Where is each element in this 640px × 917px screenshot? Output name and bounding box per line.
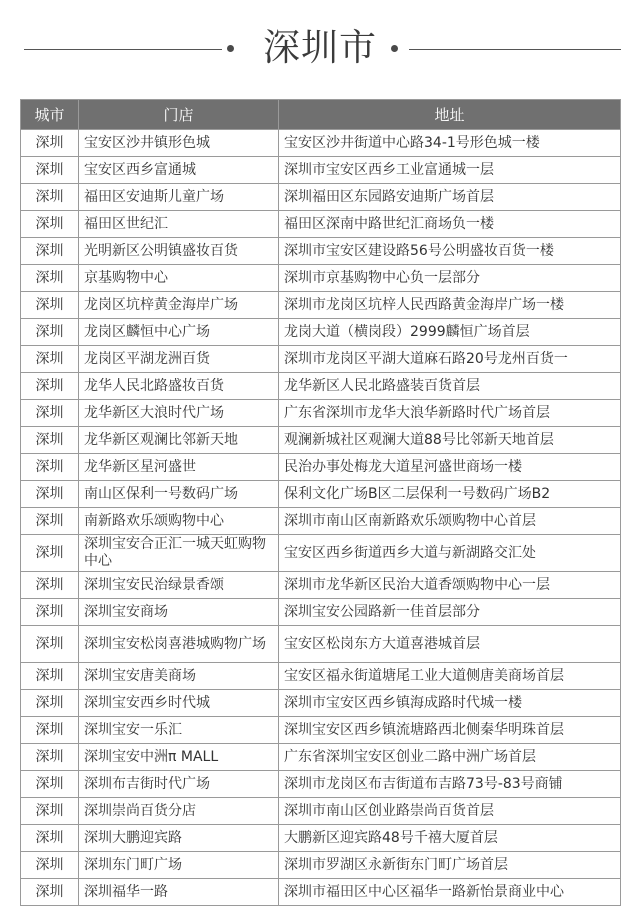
city-cell: 深圳 xyxy=(21,427,79,454)
table-row xyxy=(21,265,621,292)
header-store: 门店 xyxy=(79,100,279,130)
header-address: 地址 xyxy=(279,100,621,130)
address-cell: 深圳宝安公园路新一佳首层部分 xyxy=(279,599,621,626)
page-header xyxy=(0,0,640,96)
city-cell: 深圳 xyxy=(21,184,79,211)
store-cell: 深圳宝安唐美商场 xyxy=(79,663,279,690)
store-cell: 龙华新区大浪时代广场 xyxy=(79,400,279,427)
store-cell: 深圳宝安中洲π MALL xyxy=(79,744,279,771)
city-cell: 深圳 xyxy=(21,481,79,508)
table-row xyxy=(21,373,621,400)
address-cell: 深圳市宝安区西乡镇海成路时代城一楼 xyxy=(279,690,621,717)
store-cell: 龙华新区观澜比邻新天地 xyxy=(79,427,279,454)
city-cell: 深圳 xyxy=(21,663,79,690)
address-cell: 宝安区西乡街道西乡大道与新湖路交汇处 xyxy=(279,535,621,572)
address-cell: 广东省深圳宝安区创业二路中洲广场首层 xyxy=(279,744,621,771)
store-cell: 深圳布吉街时代广场 xyxy=(79,771,279,798)
address-cell: 观澜新城社区观澜大道88号比邻新天地首层 xyxy=(279,427,621,454)
address-cell: 龙岗大道（横岗段）2999麟恒广场首层 xyxy=(279,319,621,346)
city-cell: 深圳 xyxy=(21,690,79,717)
city-cell: 深圳 xyxy=(21,157,79,184)
table-row xyxy=(21,130,621,157)
store-cell: 深圳宝安商场 xyxy=(79,599,279,626)
page-title: 深圳市 xyxy=(263,26,377,69)
store-cell: 深圳福华一路 xyxy=(79,879,279,906)
address-cell: 深圳市龙岗区坑梓人民西路黄金海岸广场一楼 xyxy=(279,292,621,319)
store-cell: 南新路欢乐颂购物中心 xyxy=(79,508,279,535)
table-row xyxy=(21,626,621,663)
address-cell: 深圳宝安区西乡镇流塘路西北侧秦华明珠首层 xyxy=(279,717,621,744)
table-row xyxy=(21,427,621,454)
store-cell: 深圳宝安民治绿景香颂 xyxy=(79,572,279,599)
table-row xyxy=(21,879,621,906)
city-cell: 深圳 xyxy=(21,265,79,292)
address-cell: 大鹏新区迎宾路48号千禧大厦首层 xyxy=(279,825,621,852)
city-cell: 深圳 xyxy=(21,572,79,599)
table-row xyxy=(21,481,621,508)
address-cell: 深圳市福田区中心区福华一路新怡景商业中心 xyxy=(279,879,621,906)
store-cell: 福田区世纪汇 xyxy=(79,211,279,238)
store-cell: 福田区安迪斯儿童广场 xyxy=(79,184,279,211)
table-row xyxy=(21,211,621,238)
table-row xyxy=(21,184,621,211)
title-dot-left xyxy=(227,45,234,52)
address-cell: 民治办事处梅龙大道星河盛世商场一楼 xyxy=(279,454,621,481)
city-cell: 深圳 xyxy=(21,238,79,265)
table-row xyxy=(21,572,621,599)
store-cell: 龙华新区星河盛世 xyxy=(79,454,279,481)
title-rule-left xyxy=(24,49,222,50)
table-row xyxy=(21,599,621,626)
table-row xyxy=(21,798,621,825)
store-cell: 光明新区公明镇盛妆百货 xyxy=(79,238,279,265)
store-cell: 宝安区西乡富通城 xyxy=(79,157,279,184)
address-cell: 深圳市南山区南新路欢乐颂购物中心首层 xyxy=(279,508,621,535)
table-row xyxy=(21,744,621,771)
city-cell: 深圳 xyxy=(21,744,79,771)
table-row xyxy=(21,319,621,346)
header-city: 城市 xyxy=(21,100,79,130)
address-cell: 宝安区福永街道塘尾工业大道侧唐美商场首层 xyxy=(279,663,621,690)
title-dot-right xyxy=(391,45,398,52)
city-cell: 深圳 xyxy=(21,130,79,157)
table-row xyxy=(21,400,621,427)
address-cell: 宝安区松岗东方大道喜港城首层 xyxy=(279,626,621,663)
store-cell: 龙岗区平湖龙洲百货 xyxy=(79,346,279,373)
city-cell: 深圳 xyxy=(21,879,79,906)
address-cell: 深圳市南山区创业路崇尚百货首层 xyxy=(279,798,621,825)
store-cell: 深圳宝安一乐汇 xyxy=(79,717,279,744)
table-row xyxy=(21,690,621,717)
city-cell: 深圳 xyxy=(21,373,79,400)
table-row xyxy=(21,238,621,265)
store-cell: 深圳崇尚百货分店 xyxy=(79,798,279,825)
city-cell: 深圳 xyxy=(21,211,79,238)
city-cell: 深圳 xyxy=(21,852,79,879)
title-rule-right xyxy=(409,49,621,50)
address-cell: 深圳市罗湖区永新街东门町广场首层 xyxy=(279,852,621,879)
address-cell: 宝安区沙井街道中心路34-1号形色城一楼 xyxy=(279,130,621,157)
address-cell: 深圳市龙岗区平湖大道麻石路20号龙州百货一 xyxy=(279,346,621,373)
city-cell: 深圳 xyxy=(21,319,79,346)
table-row xyxy=(21,717,621,744)
address-cell: 深圳福田区东园路安迪斯广场首层 xyxy=(279,184,621,211)
city-cell: 深圳 xyxy=(21,626,79,663)
table-row xyxy=(21,157,621,184)
address-cell: 龙华新区人民北路盛装百货首层 xyxy=(279,373,621,400)
store-cell: 京基购物中心 xyxy=(79,265,279,292)
store-cell: 深圳宝安松岗喜港城购物广场 xyxy=(79,626,279,663)
store-cell: 深圳宝安西乡时代城 xyxy=(79,690,279,717)
address-cell: 广东省深圳市龙华大浪华新路时代广场首层 xyxy=(279,400,621,427)
table-row xyxy=(21,508,621,535)
store-cell: 宝安区沙井镇形色城 xyxy=(79,130,279,157)
city-cell: 深圳 xyxy=(21,292,79,319)
table-row xyxy=(21,825,621,852)
store-cell: 龙华人民北路盛妆百货 xyxy=(79,373,279,400)
city-cell: 深圳 xyxy=(21,454,79,481)
city-cell: 深圳 xyxy=(21,346,79,373)
city-cell: 深圳 xyxy=(21,599,79,626)
city-cell: 深圳 xyxy=(21,400,79,427)
address-cell: 深圳市龙岗区布吉街道布吉路73号-83号商铺 xyxy=(279,771,621,798)
store-cell: 南山区保利一号数码广场 xyxy=(79,481,279,508)
table-row xyxy=(21,346,621,373)
address-cell: 深圳市龙华新区民治大道香颂购物中心一层 xyxy=(279,572,621,599)
store-cell: 深圳东门町广场 xyxy=(79,852,279,879)
city-cell: 深圳 xyxy=(21,771,79,798)
store-cell: 龙岗区坑梓黄金海岸广场 xyxy=(79,292,279,319)
table-row xyxy=(21,535,621,572)
city-cell: 深圳 xyxy=(21,508,79,535)
address-cell: 深圳市宝安区西乡工业富通城一层 xyxy=(279,157,621,184)
table-row xyxy=(21,852,621,879)
store-cell: 龙岗区麟恒中心广场 xyxy=(79,319,279,346)
table-row xyxy=(21,454,621,481)
city-cell: 深圳 xyxy=(21,798,79,825)
store-cell: 深圳宝安合正汇一城天虹购物中心 xyxy=(79,535,279,572)
address-cell: 福田区深南中路世纪汇商场负一楼 xyxy=(279,211,621,238)
table-body xyxy=(21,130,621,906)
city-cell: 深圳 xyxy=(21,535,79,572)
address-cell: 保利文化广场B区二层保利一号数码广场B2 xyxy=(279,481,621,508)
table-header-row xyxy=(21,100,621,130)
city-cell: 深圳 xyxy=(21,717,79,744)
store-table xyxy=(20,99,621,906)
store-cell: 深圳大鹏迎宾路 xyxy=(79,825,279,852)
table-row xyxy=(21,771,621,798)
address-cell: 深圳市京基购物中心负一层部分 xyxy=(279,265,621,292)
address-cell: 深圳市宝安区建设路56号公明盛妆百货一楼 xyxy=(279,238,621,265)
table-row xyxy=(21,292,621,319)
table-row xyxy=(21,663,621,690)
city-cell: 深圳 xyxy=(21,825,79,852)
